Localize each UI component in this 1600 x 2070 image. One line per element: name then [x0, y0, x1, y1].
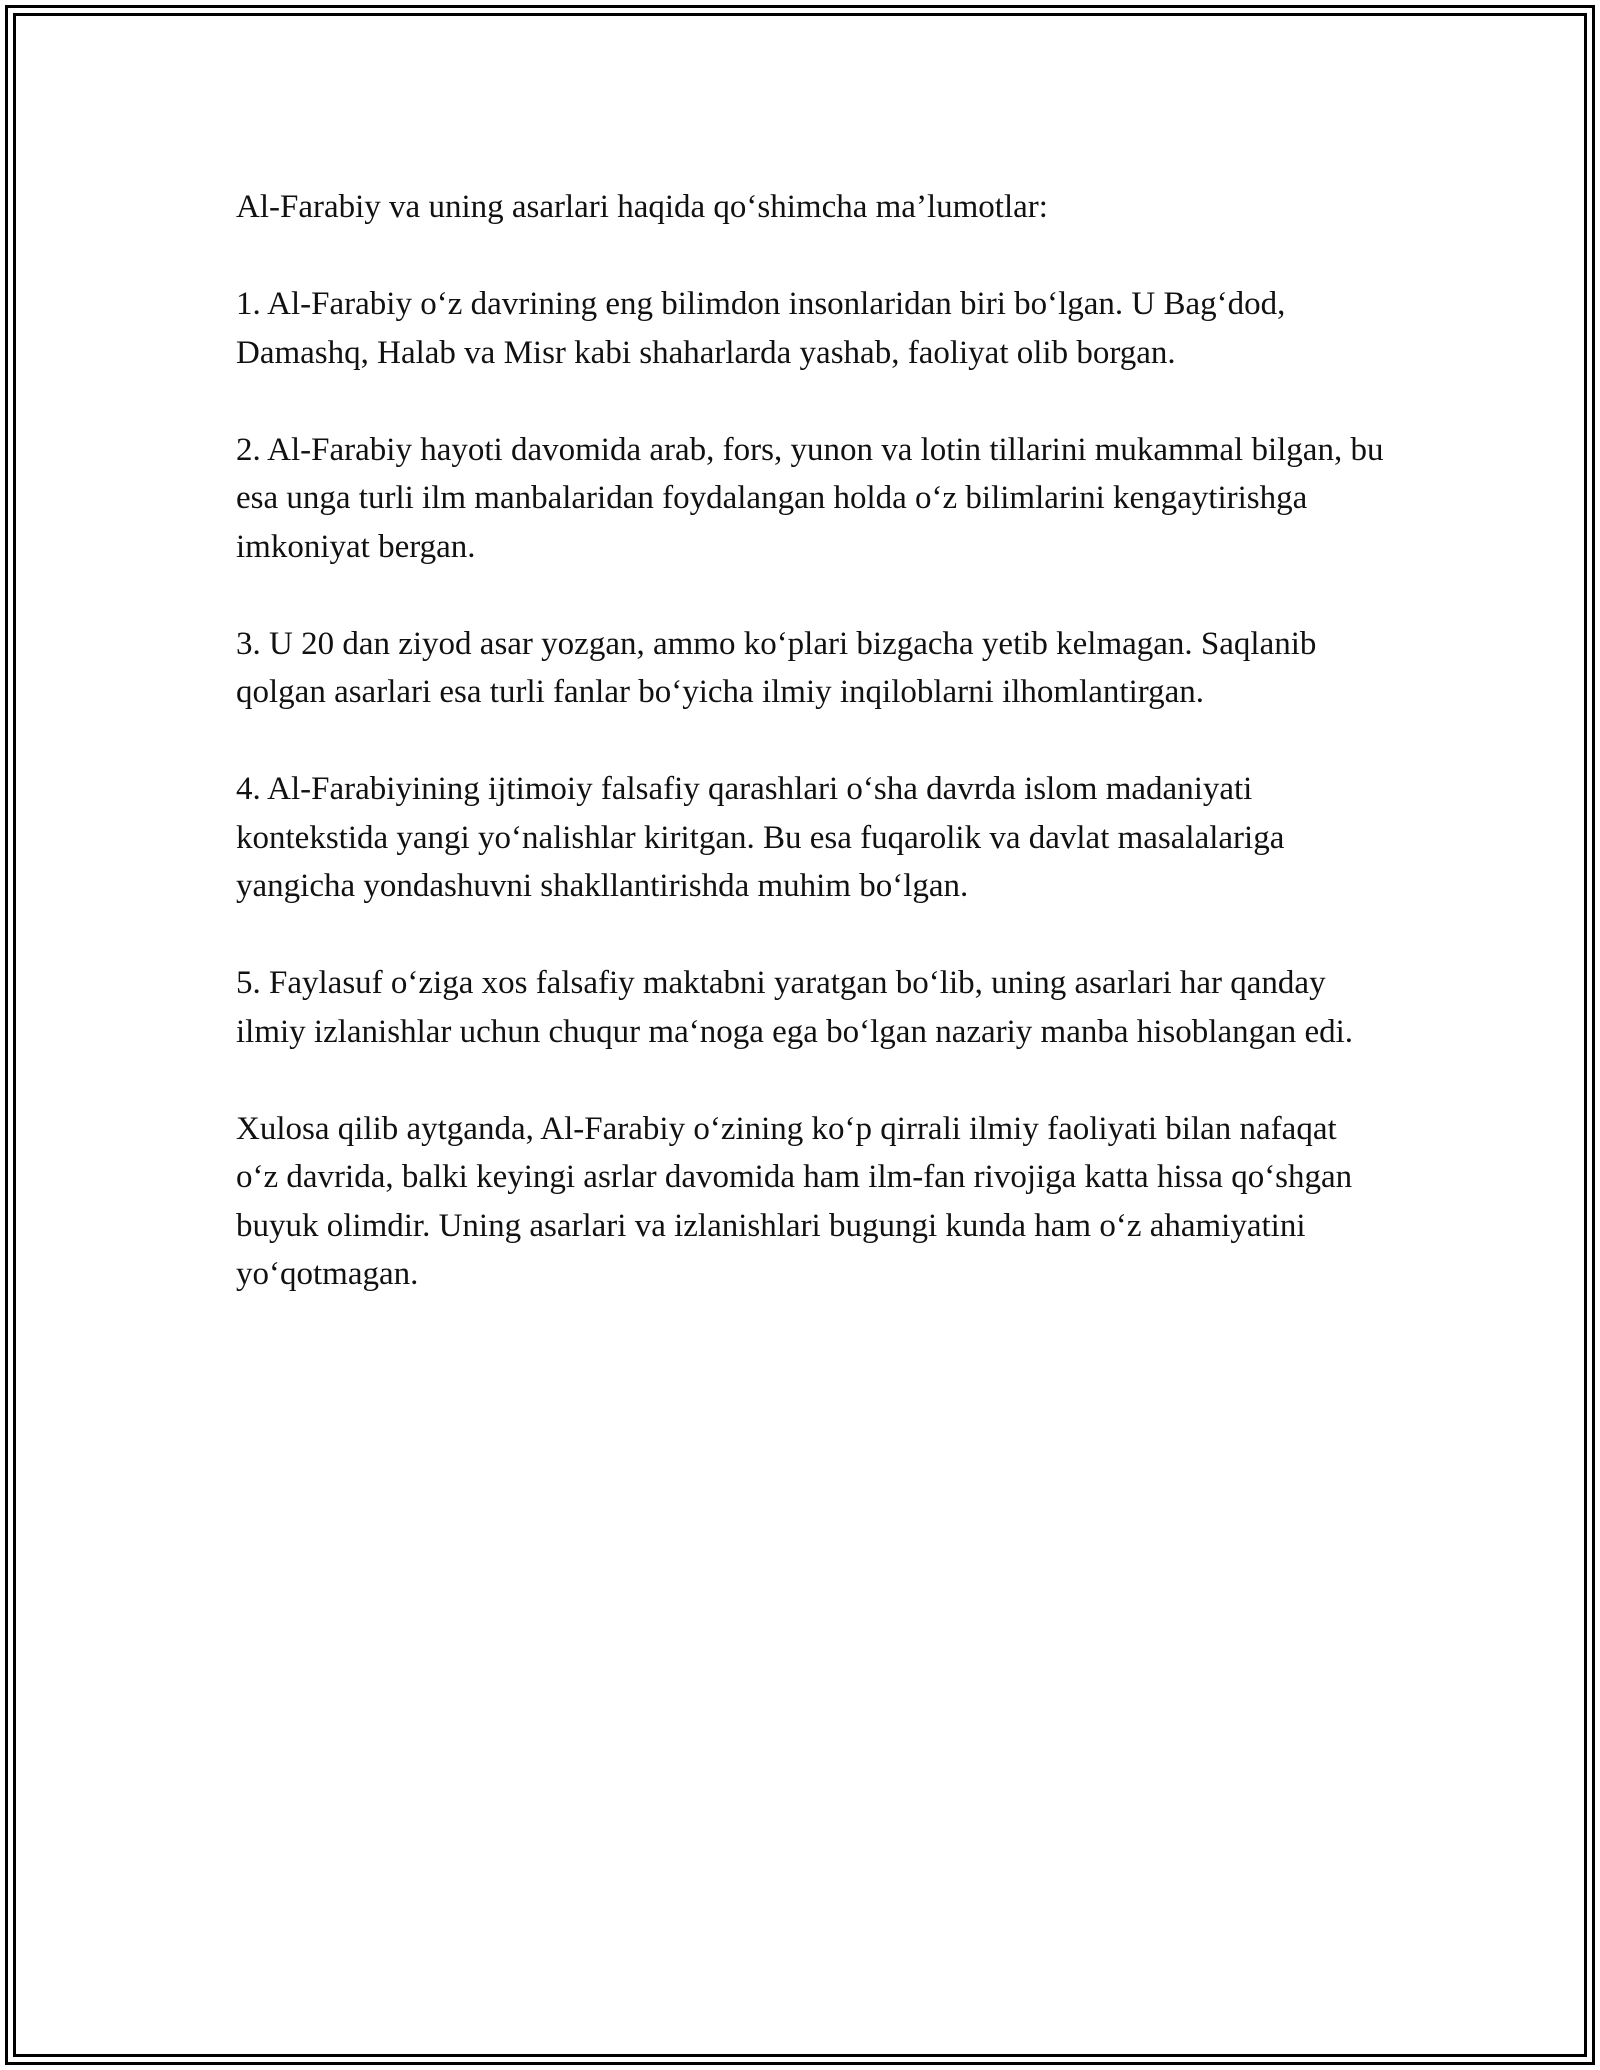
intro-paragraph: Al-Farabiy va uning asarlari haqida qo‘shimcha ma’lumotlar:: [236, 189, 1048, 225]
point-5-paragraph: 5. Faylasuf o‘ziga xos falsafiy maktabni yaratgan bo‘lib, uning asarlari har qanday ilmiy izlanishlar uchun chuqur ma‘noga ega bo‘lgan nazariy manba hisoblangan edi.: [236, 965, 1354, 1050]
point-2-paragraph: 2. Al-Farabiy hayoti davomida arab, fors, yunon va lotin tillarini mukammal bilgan, bu esa unga turli ilm manbalaridan foydalangan holda o‘z bilimlarini kengaytirishga imkoniyat bergan.: [236, 431, 1384, 565]
document-body: [236, 183, 1386, 1299]
point-3-paragraph: 3. U 20 dan ziyod asar yozgan, ammo ko‘plari bizgacha yetib kelmagan. Saqlanib qolgan asarlari esa turli fanlar bo‘yicha ilmiy inqiloblarni ilhomlantirgan.: [236, 625, 1317, 710]
conclusion-paragraph: Xulosa qilib aytganda, Al-Farabiy o‘zining ko‘p qirrali ilmiy faoliyati bilan nafaqat o‘z davrida, balki keyingi asrlar davomida ham ilm-fan rivojiga katta hissa qo‘shgan buyuk olimdir. Uning asarlari va izlanishlari bugungi kunda ham o‘z ahamiyatini yo‘qotmagan.: [236, 1110, 1353, 1292]
point-4-paragraph: 4. Al-Farabiyining ijtimoiy falsafiy qarashlari o‘sha davrda islom madaniyati kontekstida yangi yo‘nalishlar kiritgan. Bu esa fuqarolik va davlat masalalariga yangicha yondashuvni shakllantirishda muhim bo‘lgan.: [236, 771, 1285, 904]
point-1-paragraph: 1. Al-Farabiy o‘z davrining eng bilimdon insonlaridan biri bo‘lgan. U Bag‘dod, Damashq, Halab va Misr kabi shaharlarda yashab, faoliyat olib borgan.: [236, 286, 1286, 371]
